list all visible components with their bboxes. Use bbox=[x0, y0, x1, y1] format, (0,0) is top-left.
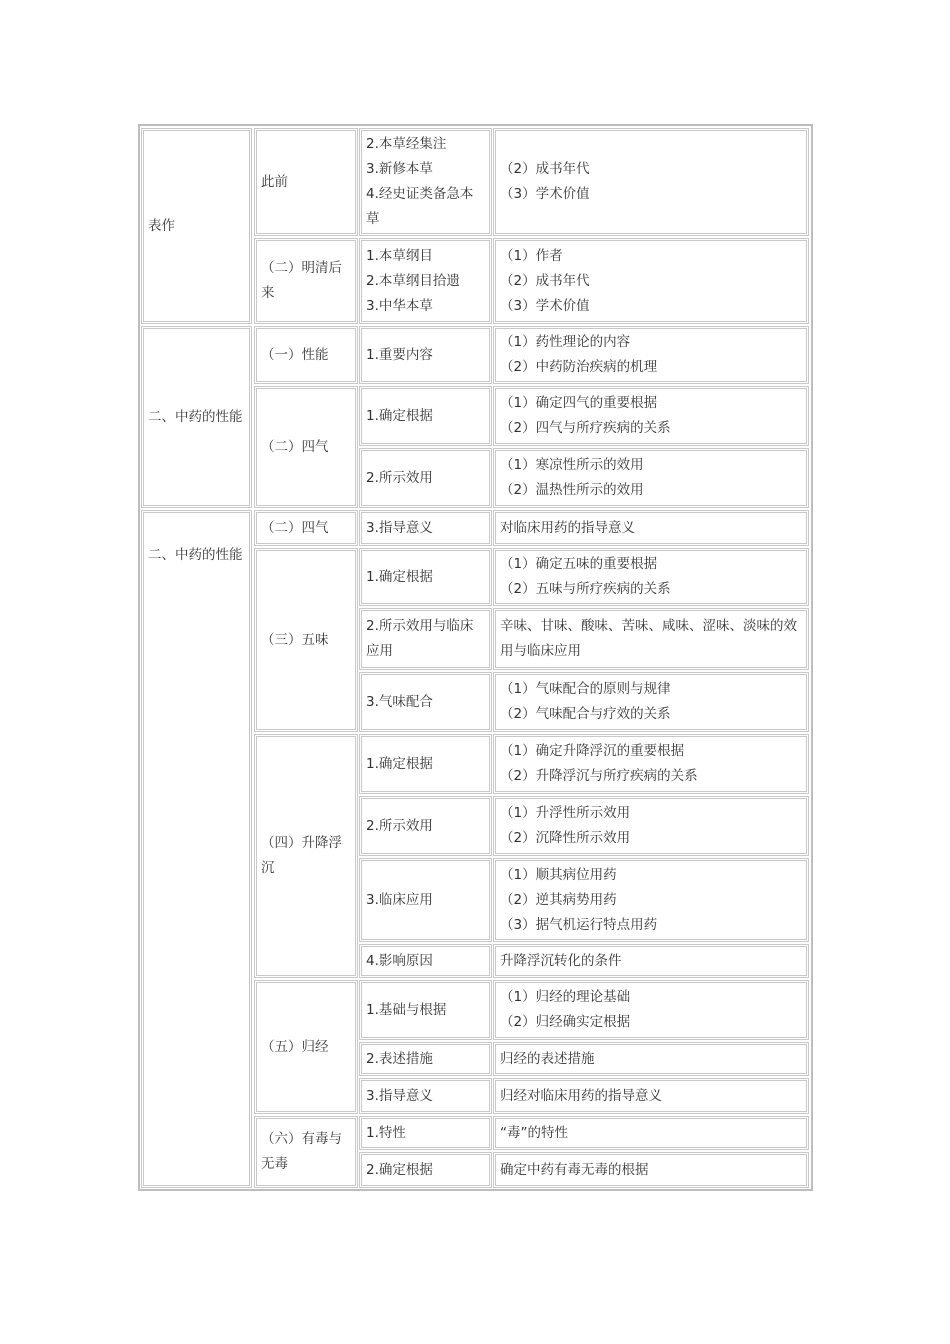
item-cell bbox=[359, 510, 492, 546]
item-cell bbox=[359, 1042, 492, 1076]
section-cell bbox=[254, 128, 358, 236]
section-label: （三）五味 bbox=[261, 631, 329, 648]
detail-line: （1）气味配合的原则与规律 bbox=[500, 681, 671, 697]
detail-line: （1）寒凉性所示的效用 bbox=[500, 457, 644, 473]
detail-line: （2）升降浮沉与所疗疾病的关系 bbox=[500, 768, 698, 784]
item-label: 2.所示效用与临床应用 bbox=[366, 618, 474, 659]
item-cell bbox=[359, 1152, 492, 1188]
detail-cell bbox=[493, 448, 809, 508]
item-line: 3.新修本草 bbox=[366, 161, 433, 177]
item-cell bbox=[359, 238, 492, 324]
item-label: 1.确定根据 bbox=[366, 755, 433, 772]
detail-cell bbox=[493, 858, 809, 942]
group-cell bbox=[141, 128, 252, 324]
detail-cell bbox=[493, 796, 809, 856]
detail-text: 归经对临床用药的指导意义 bbox=[500, 1087, 662, 1104]
section-label: （五）归经 bbox=[261, 1038, 329, 1055]
item-cell bbox=[359, 548, 492, 606]
detail-cell bbox=[493, 1116, 809, 1150]
item-cell bbox=[359, 128, 492, 236]
item-cell bbox=[359, 796, 492, 856]
detail-text: 归经的表述措施 bbox=[500, 1050, 595, 1067]
detail-cell bbox=[493, 608, 809, 670]
detail-line: （1）升浮性所示效用 bbox=[500, 805, 631, 821]
group-cell bbox=[141, 326, 252, 508]
item-label: 3.指导意义 bbox=[366, 519, 433, 536]
group-cell bbox=[141, 510, 252, 1188]
section-cell bbox=[254, 238, 358, 324]
detail-cell bbox=[493, 734, 809, 794]
detail-line: （3）学术价值 bbox=[500, 186, 590, 202]
item-line: 3.中华本草 bbox=[366, 297, 433, 314]
detail-cell bbox=[493, 510, 809, 546]
detail-cell bbox=[493, 386, 809, 446]
item-label: 2.所示效用 bbox=[366, 469, 433, 486]
item-label: 1.重要内容 bbox=[366, 346, 433, 363]
section-label: 此前 bbox=[261, 173, 288, 190]
detail-line: （1）确定升降浮沉的重要根据 bbox=[500, 743, 685, 759]
detail-line: （1）确定五味的重要根据 bbox=[500, 556, 658, 572]
section-label: （二）明清后来 bbox=[261, 260, 342, 301]
detail-cell bbox=[493, 980, 809, 1040]
section-cell bbox=[254, 510, 358, 546]
item-label: 2.表述措施 bbox=[366, 1050, 433, 1067]
detail-cell bbox=[493, 672, 809, 732]
detail-line: （2）逆其病势用药 bbox=[500, 891, 617, 908]
detail-line: （2）温热性所示的效用 bbox=[500, 482, 644, 498]
detail-line: （2）沉降性所示效用 bbox=[500, 830, 631, 846]
detail-text: 对临床用药的指导意义 bbox=[500, 519, 635, 536]
item-line: 1.本草纲目 bbox=[366, 247, 433, 264]
item-cell bbox=[359, 672, 492, 732]
group-label: 二、中药的性能 bbox=[148, 547, 243, 563]
detail-line: （2）气味配合与疗效的关系 bbox=[500, 706, 671, 722]
detail-text: 确定中药有毒无毒的根据 bbox=[500, 1161, 649, 1178]
section-label: （一）性能 bbox=[261, 346, 329, 363]
section-label: （二）四气 bbox=[261, 519, 329, 536]
section-cell bbox=[254, 386, 358, 508]
detail-line: （2）五味与所疗疾病的关系 bbox=[500, 581, 671, 597]
detail-cell bbox=[493, 1078, 809, 1114]
detail-text: 升降浮沉转化的条件 bbox=[500, 952, 622, 969]
section-label: （四）升降浮沉 bbox=[261, 835, 342, 876]
detail-line: （1）顺其病位用药 bbox=[500, 866, 617, 883]
detail-line: （2）四气与所疗疾病的关系 bbox=[500, 420, 671, 436]
section-cell bbox=[254, 980, 358, 1114]
detail-cell bbox=[493, 128, 809, 236]
item-label: 3.指导意义 bbox=[366, 1087, 433, 1104]
item-cell bbox=[359, 944, 492, 978]
item-label: 1.基础与根据 bbox=[366, 1001, 447, 1018]
item-cell bbox=[359, 858, 492, 942]
item-line: 4.经史证类备急本草 bbox=[366, 186, 474, 227]
item-cell bbox=[359, 448, 492, 508]
section-cell bbox=[254, 326, 358, 384]
detail-line: （2）中药防治疾病的机理 bbox=[500, 359, 658, 375]
detail-cell bbox=[493, 1152, 809, 1188]
item-label: 2.所示效用 bbox=[366, 817, 433, 834]
item-cell bbox=[359, 1078, 492, 1114]
detail-cell bbox=[493, 944, 809, 978]
section-cell bbox=[254, 1116, 358, 1188]
detail-cell bbox=[493, 548, 809, 606]
detail-line: （1）确定四气的重要根据 bbox=[500, 395, 658, 411]
detail-line: （3）据气机运行特点用药 bbox=[500, 916, 658, 933]
item-cell bbox=[359, 326, 492, 384]
section-cell bbox=[254, 548, 358, 732]
item-cell bbox=[359, 734, 492, 794]
section-cell bbox=[254, 734, 358, 978]
group-label: 表作 bbox=[148, 217, 175, 234]
detail-line: （1）药性理论的内容 bbox=[500, 334, 631, 350]
detail-text: 辛味、甘味、酸味、苦味、咸味、涩味、淡味的效用与临床应用 bbox=[500, 618, 797, 659]
item-cell bbox=[359, 980, 492, 1040]
detail-text: “毒”的特性 bbox=[500, 1124, 568, 1141]
detail-line: （3）学术价值 bbox=[500, 297, 590, 314]
detail-line: （2）归经确实定根据 bbox=[500, 1014, 631, 1030]
item-label: 1.确定根据 bbox=[366, 568, 433, 585]
item-label: 3.气味配合 bbox=[366, 693, 433, 710]
detail-line: （1）归经的理论基础 bbox=[500, 989, 631, 1005]
item-cell bbox=[359, 1116, 492, 1150]
detail-cell bbox=[493, 326, 809, 384]
item-line: 2.本草经集注 bbox=[366, 136, 447, 152]
item-cell bbox=[359, 608, 492, 670]
item-line: 2.本草纲目拾遗 bbox=[366, 272, 460, 289]
item-label: 1.特性 bbox=[366, 1124, 406, 1141]
section-label: （二）四气 bbox=[261, 438, 329, 455]
item-label: 2.确定根据 bbox=[366, 1161, 433, 1178]
item-label: 4.影响原因 bbox=[366, 952, 433, 969]
detail-line: （1）作者 bbox=[500, 247, 563, 264]
detail-cell bbox=[493, 1042, 809, 1076]
item-cell bbox=[359, 386, 492, 446]
detail-line: （2）成书年代 bbox=[500, 161, 590, 177]
detail-cell bbox=[493, 238, 809, 324]
detail-line: （2）成书年代 bbox=[500, 272, 590, 289]
item-label: 3.临床应用 bbox=[366, 891, 433, 908]
section-label: （六）有毒与无毒 bbox=[261, 1131, 342, 1172]
item-label: 1.确定根据 bbox=[366, 407, 433, 424]
group-label: 二、中药的性能 bbox=[148, 408, 243, 425]
